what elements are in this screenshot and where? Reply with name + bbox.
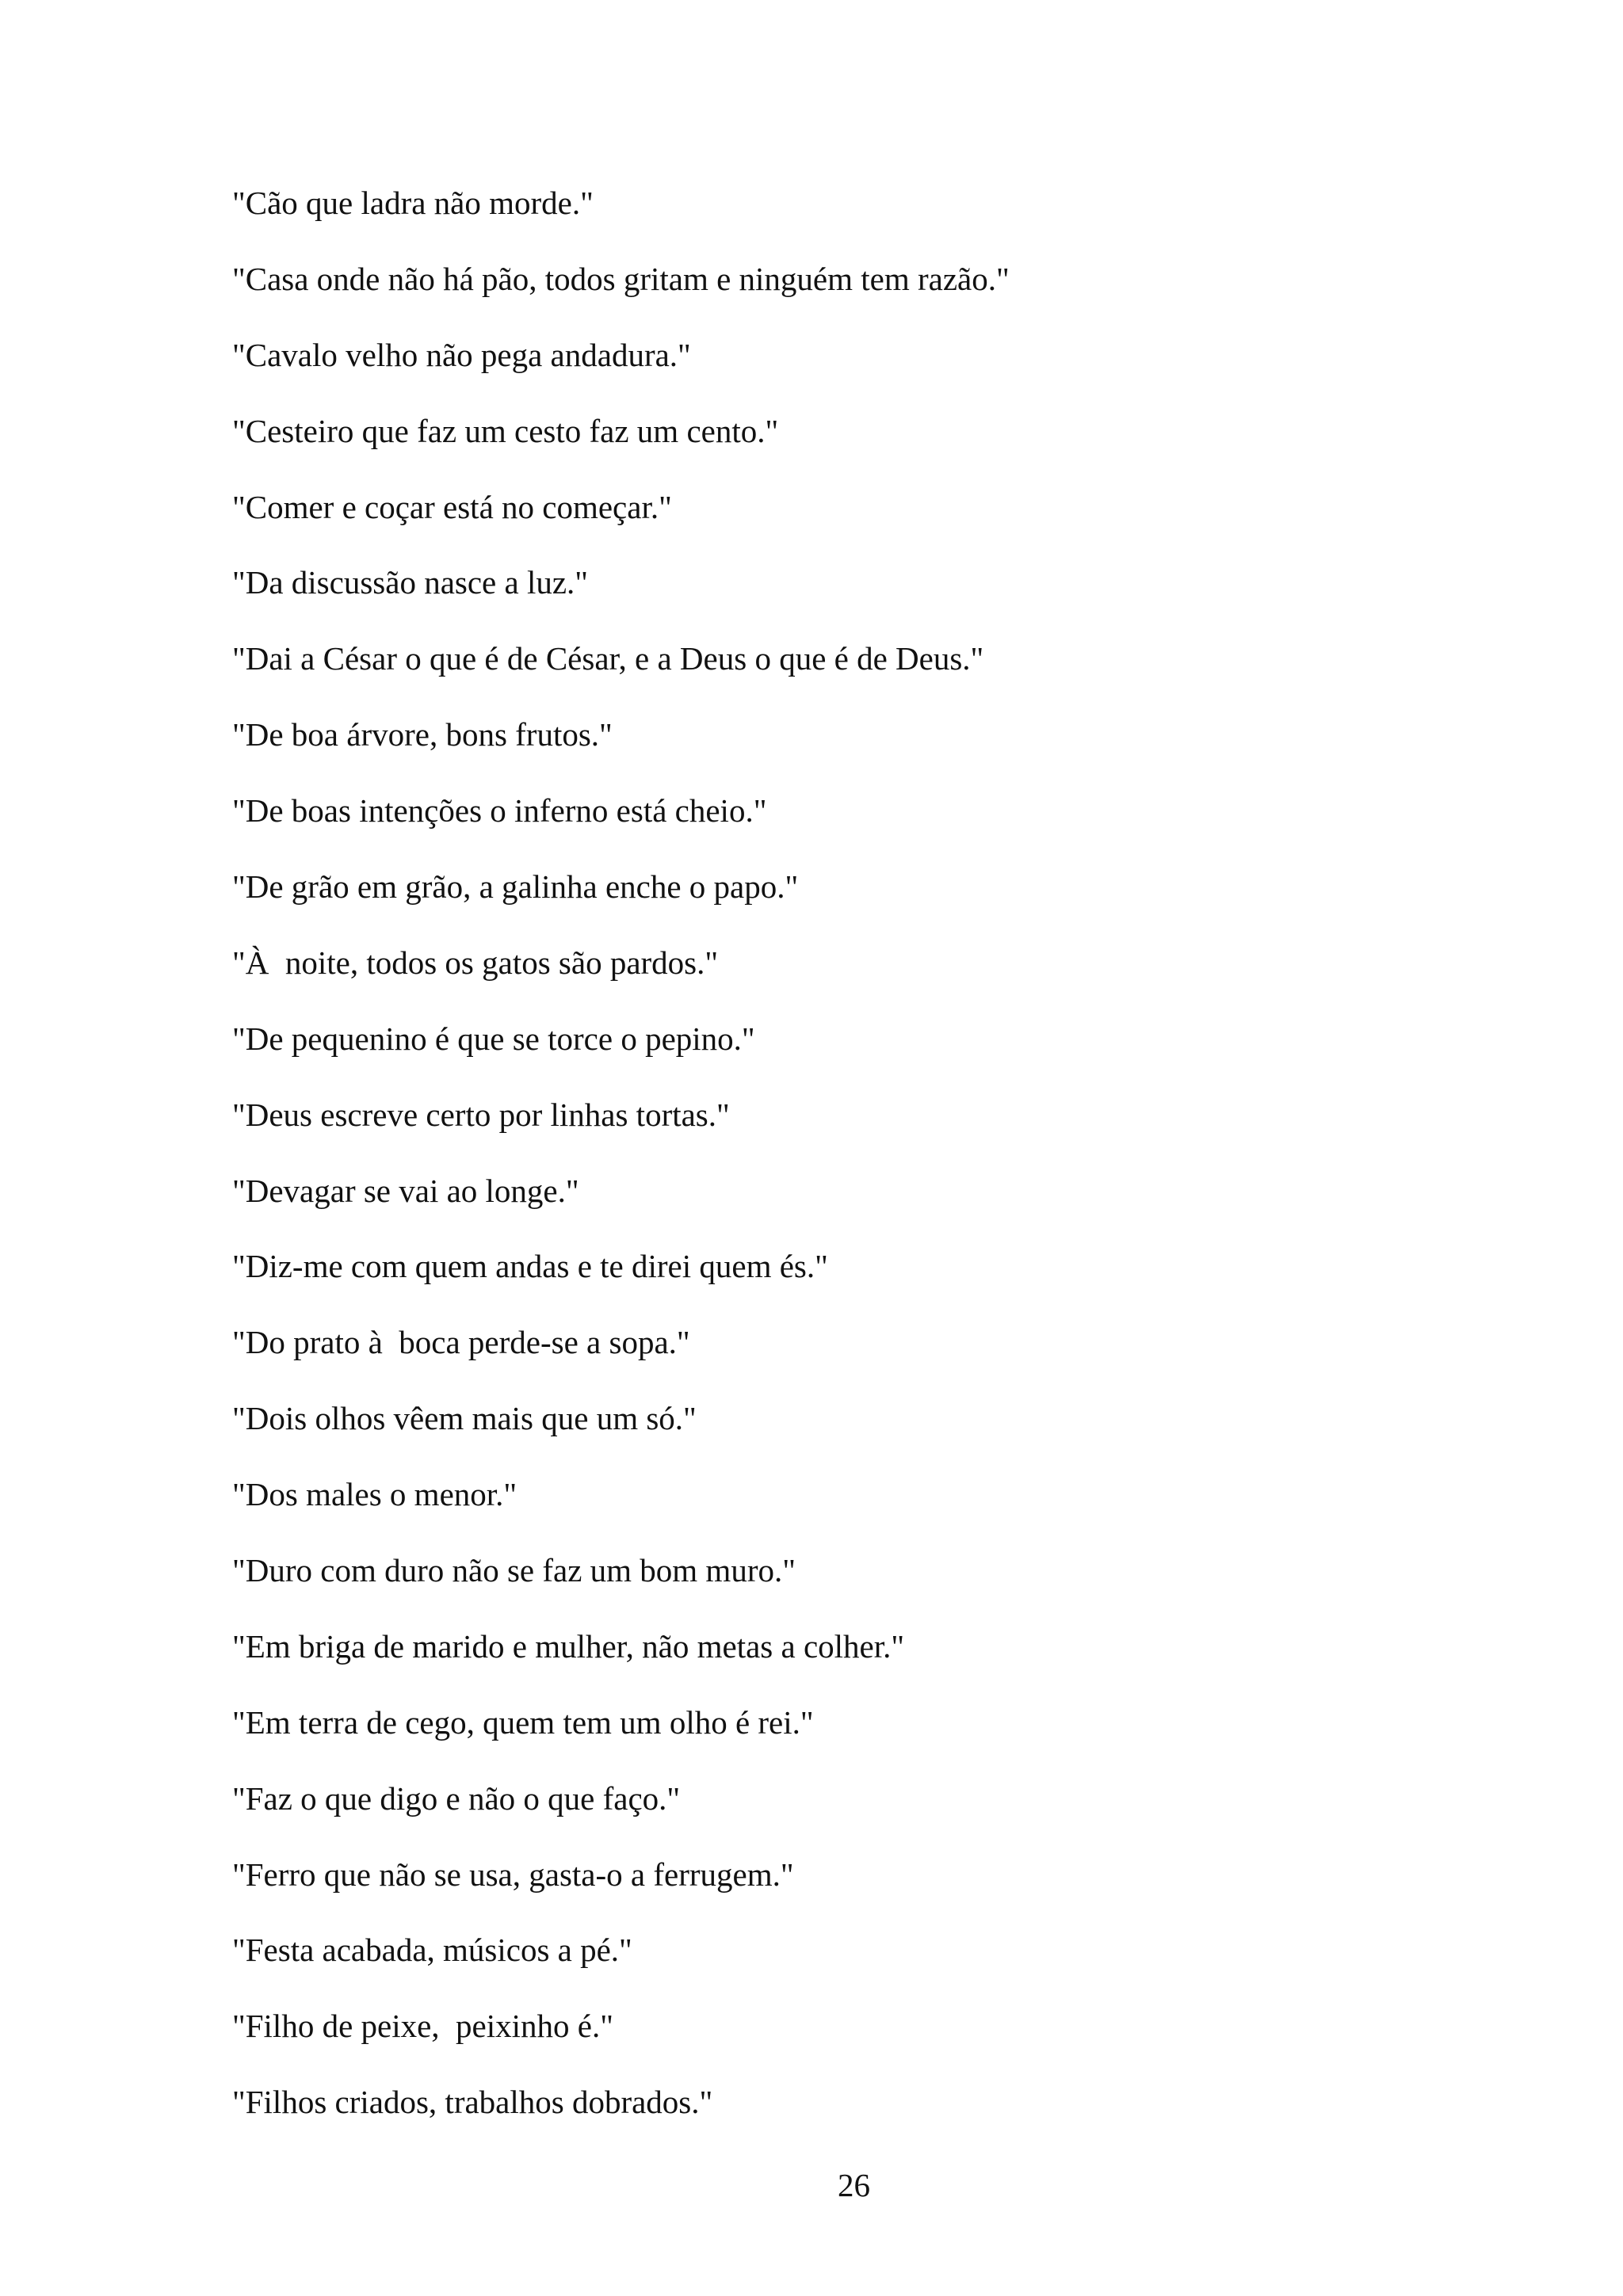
proverb-line: "Filhos criados, trabalhos dobrados." [232, 2084, 713, 2121]
proverb-line: "Cesteiro que faz um cesto faz um cento." [232, 412, 779, 449]
proverb-line: "Ferro que não se usa, gasta-o a ferrugem." [232, 1855, 794, 1893]
page-number: 26 [838, 2167, 870, 2203]
proverb-line: "Da discussão nasce a luz." [232, 564, 589, 601]
proverb-line: "Filho de peixe, peixinho é." [232, 2008, 613, 2045]
proverb-line: "Dai a César o que é de César, e a Deus o que é de Deus." [232, 640, 984, 677]
proverb-line: "Cão que ladra não morde." [232, 185, 594, 221]
proverb-line: "De boas intenções o inferno está cheio." [232, 792, 767, 830]
proverb-line: "Em terra de cego, quem tem um olho é rei." [232, 1703, 814, 1741]
proverb-line: "Dois olhos vêem mais que um só." [232, 1400, 697, 1437]
proverb-line: "Faz o que digo e não o que faço." [232, 1779, 681, 1817]
proverb-line: "Dos males o menor." [232, 1476, 517, 1513]
proverb-line: "À noite, todos os gatos são pardos." [232, 944, 719, 981]
proverb-line: "Casa onde não há pão, todos gritam e ninguém tem razão." [232, 260, 1010, 297]
proverb-line: "Festa acabada, músicos a pé." [232, 1932, 632, 1969]
proverb-line: "Em briga de marido e mulher, não metas a colher." [232, 1627, 905, 1665]
proverb-line: "De pequenino é que se torce o pepino." [232, 1020, 755, 1057]
proverb-line: "Comer e coçar está no começar." [232, 488, 672, 525]
proverb-line: "Do prato à boca perde-se a sopa." [232, 1324, 690, 1361]
proverb-line: "De boa árvore, bons frutos." [232, 716, 613, 753]
proverb-line: "Diz-me com quem andas e te direi quem és." [232, 1248, 828, 1285]
proverb-list [232, 187, 1010, 2162]
proverb-line: "Devagar se vai ao longe." [232, 1172, 579, 1209]
proverb-line: "Cavalo velho não pega andadura." [232, 336, 691, 373]
proverb-line: "Deus escreve certo por linhas tortas." [232, 1096, 730, 1133]
proverb-line: "De grão em grão, a galinha enche o papo." [232, 868, 799, 906]
proverb-line: "Duro com duro não se faz um bom muro." [232, 1552, 796, 1589]
